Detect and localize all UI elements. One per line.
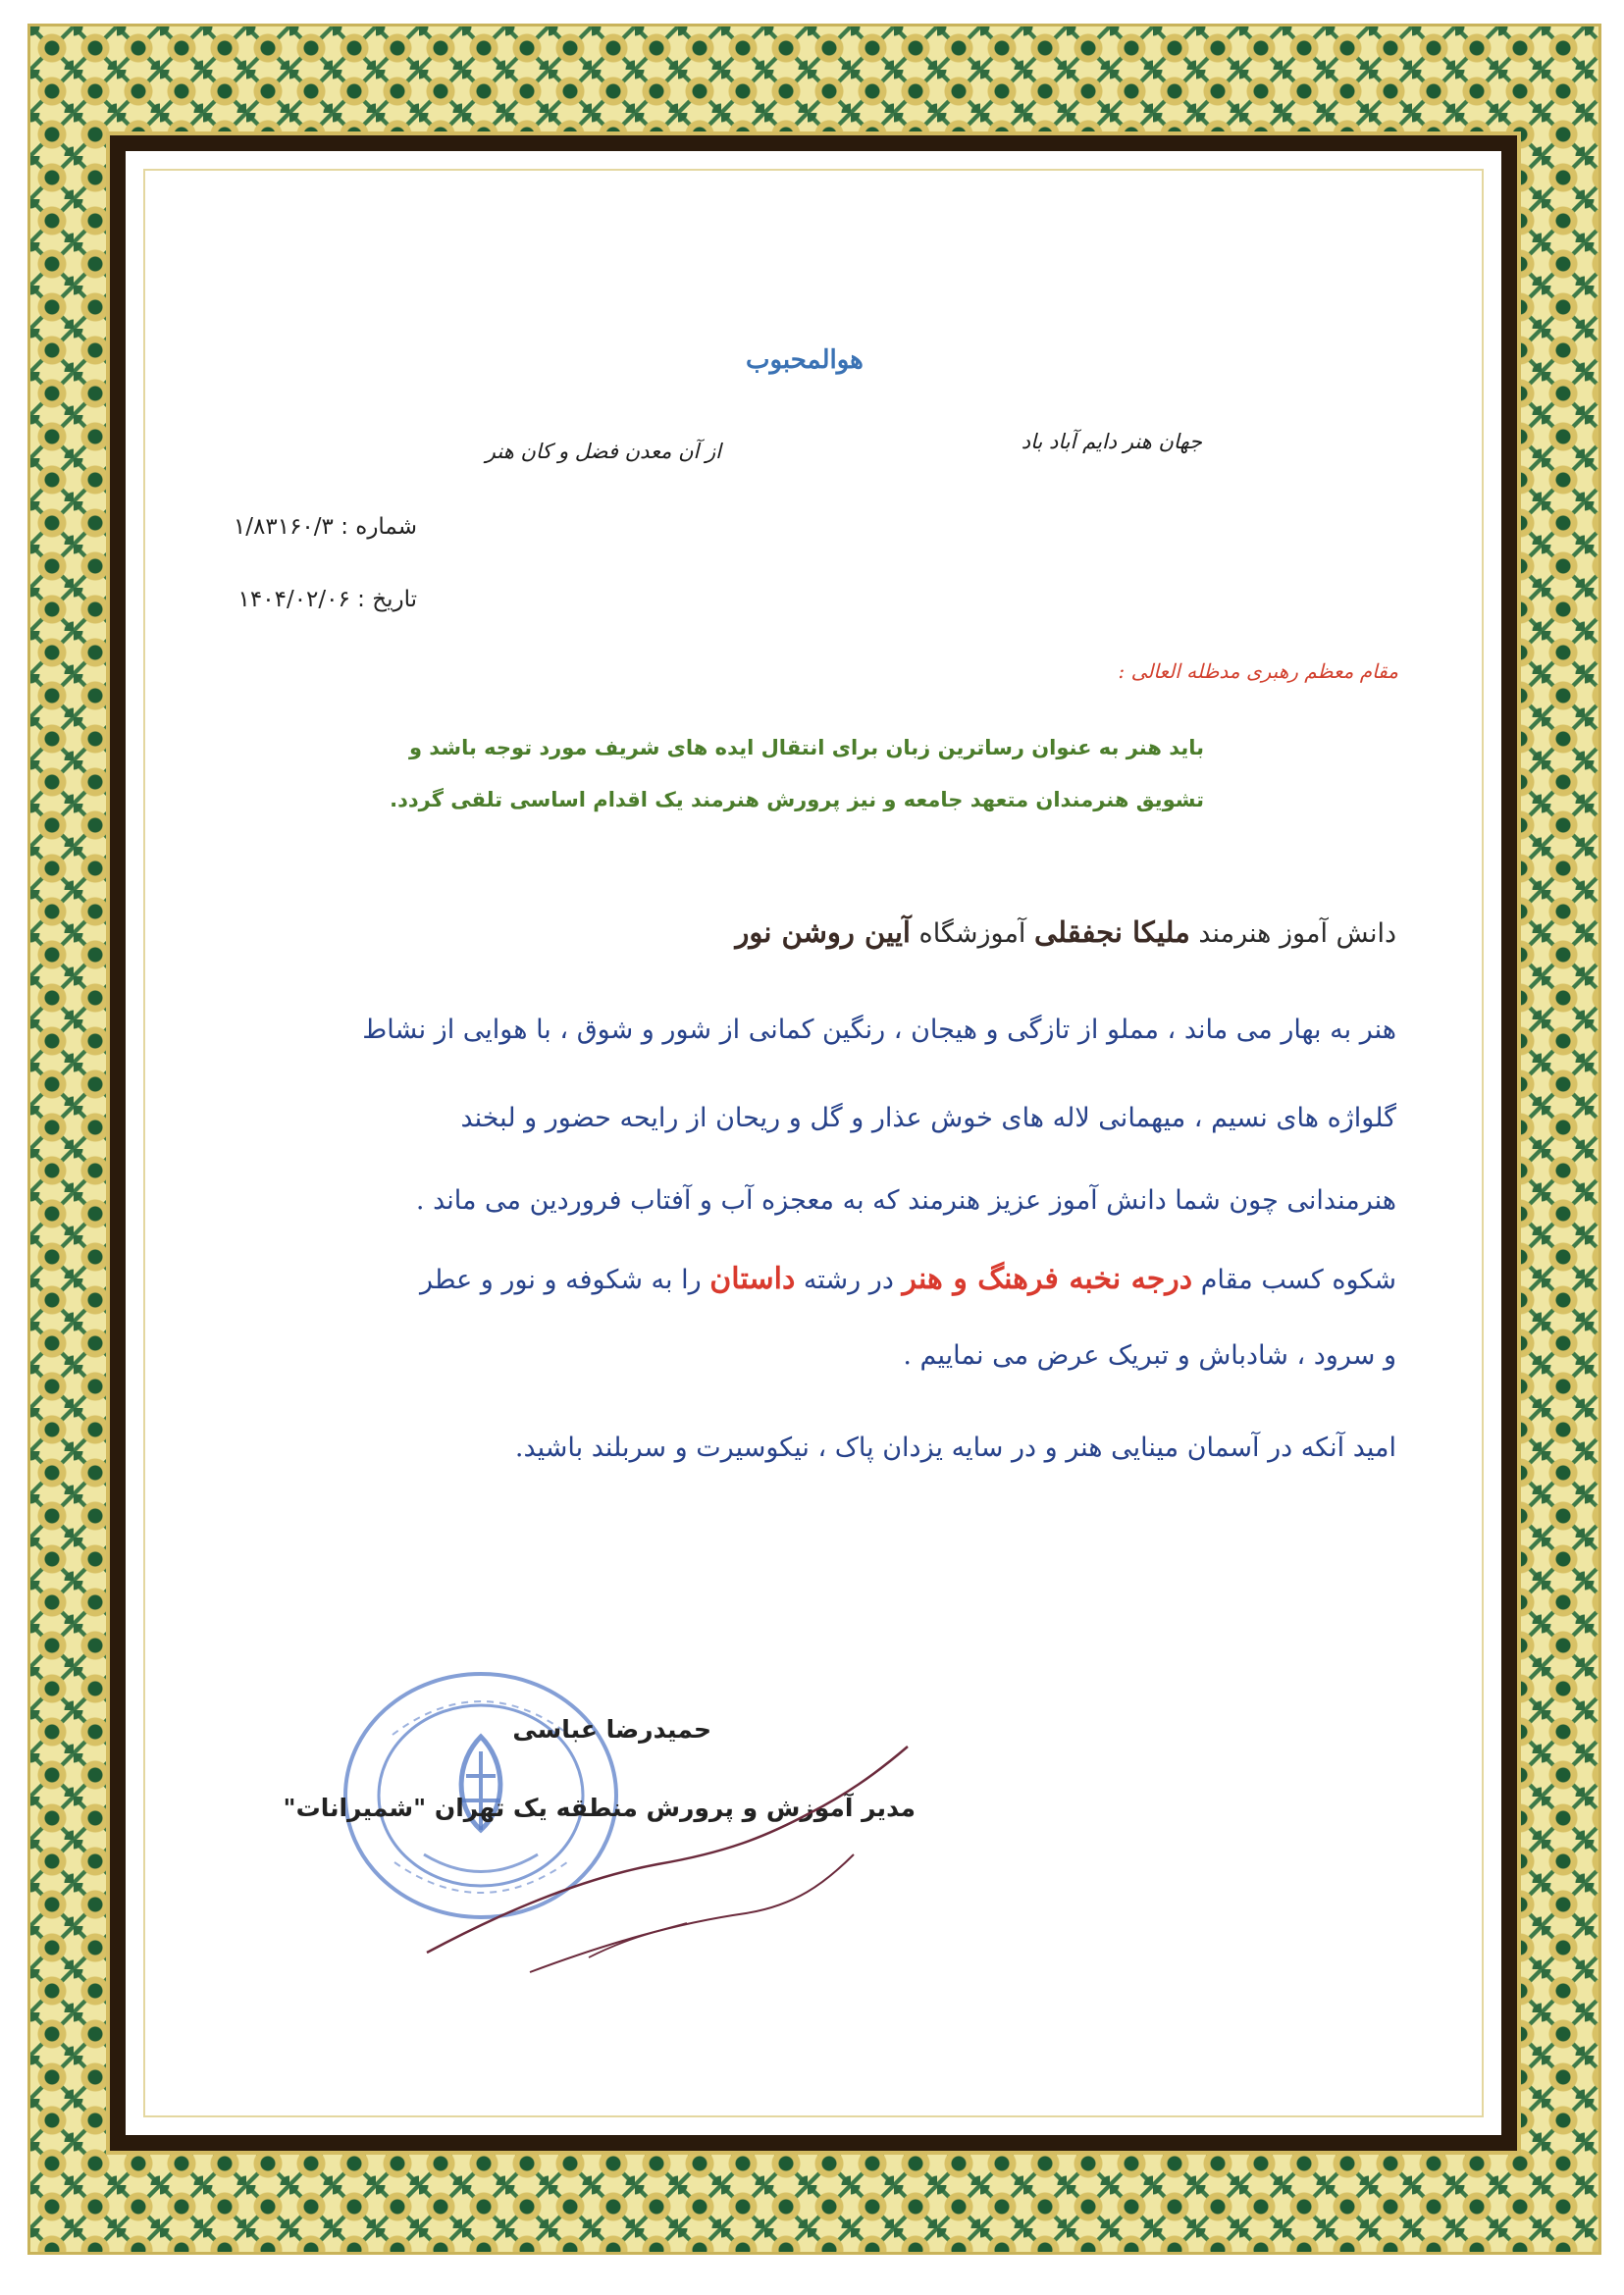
quote-line-2: تشویق هنرمندان متعهد جامعه و نیز پرورش هنرمند یک اقدام اساسی تلقی گردد. xyxy=(390,788,1204,811)
field-name: داستان xyxy=(709,1262,796,1296)
congrats-start: شکوه کسب مقام xyxy=(1200,1265,1396,1295)
student-name: ملیکا نجفقلی xyxy=(1034,915,1190,949)
document-number xyxy=(234,514,417,540)
signature-mark xyxy=(412,1707,922,2002)
student-line xyxy=(735,915,1396,949)
school-prefix: آموزشگاه xyxy=(918,918,1026,949)
wish-line: امید آنکه در آسمان مینایی هنر و در سایه یزدان پاک ، نیکوسیرت و سربلند باشید. xyxy=(514,1433,1396,1463)
field-prefix: در رشته xyxy=(803,1265,894,1295)
certificate-heading: هوالمحبوب xyxy=(746,345,864,375)
rank-title: درجه نخبه فرهنگ و هنر xyxy=(902,1262,1193,1296)
paragraph-line-1: هنر به بهار می ماند ، مملو از تازگی و هیجان ، رنگین کمانی از شور و شوق ، با هوایی از نشاط xyxy=(362,1015,1396,1045)
congrats-end: را به شکوفه و نور و عطر xyxy=(420,1265,702,1295)
quote-line-1: باید هنر به عنوان رساترین زبان برای انتقال ایده های شریف مورد توجه باشد و xyxy=(408,736,1204,759)
student-prefix: دانش آموز هنرمند xyxy=(1198,918,1396,949)
signer-name: حمیدرضا عباسی xyxy=(512,1715,711,1744)
verse-left: از آن معدن فضل و کان هنر xyxy=(485,440,721,463)
date-value: ۱۴۰۴/۰۲/۰۶ xyxy=(237,587,350,612)
paragraph-line-3: هنرمندانی چون شما دانش آموز عزیز هنرمند که به معجزه آب و آفتاب فروردین می ماند . xyxy=(415,1185,1396,1216)
date-label: تاریخ : xyxy=(357,587,417,612)
number-value: ۱/۸۳۱۶۰/۳ xyxy=(233,514,334,540)
paragraph-line-2: گلواژه های نسیم ، میهمانی لاله های خوش عذار و گل و ریحان از رایحه حضور و لبخند xyxy=(460,1103,1396,1133)
congrats-line-2: و سرود ، شادباش و تبریک عرض می نماییم . xyxy=(903,1340,1396,1371)
school-name: آیین روشن نور xyxy=(735,915,911,949)
congrats-line-1 xyxy=(420,1262,1396,1296)
signer-title: مدیر آموزش و پرورش منطقه یک تهران "شمیرانات" xyxy=(283,1794,916,1822)
document-date xyxy=(238,587,417,612)
verse-right: جهان هنر دایم آباد باد xyxy=(1021,430,1202,453)
quote-title: مقام معظم رهبری مدظله العالی : xyxy=(1118,659,1398,683)
number-label: شماره : xyxy=(341,514,417,540)
